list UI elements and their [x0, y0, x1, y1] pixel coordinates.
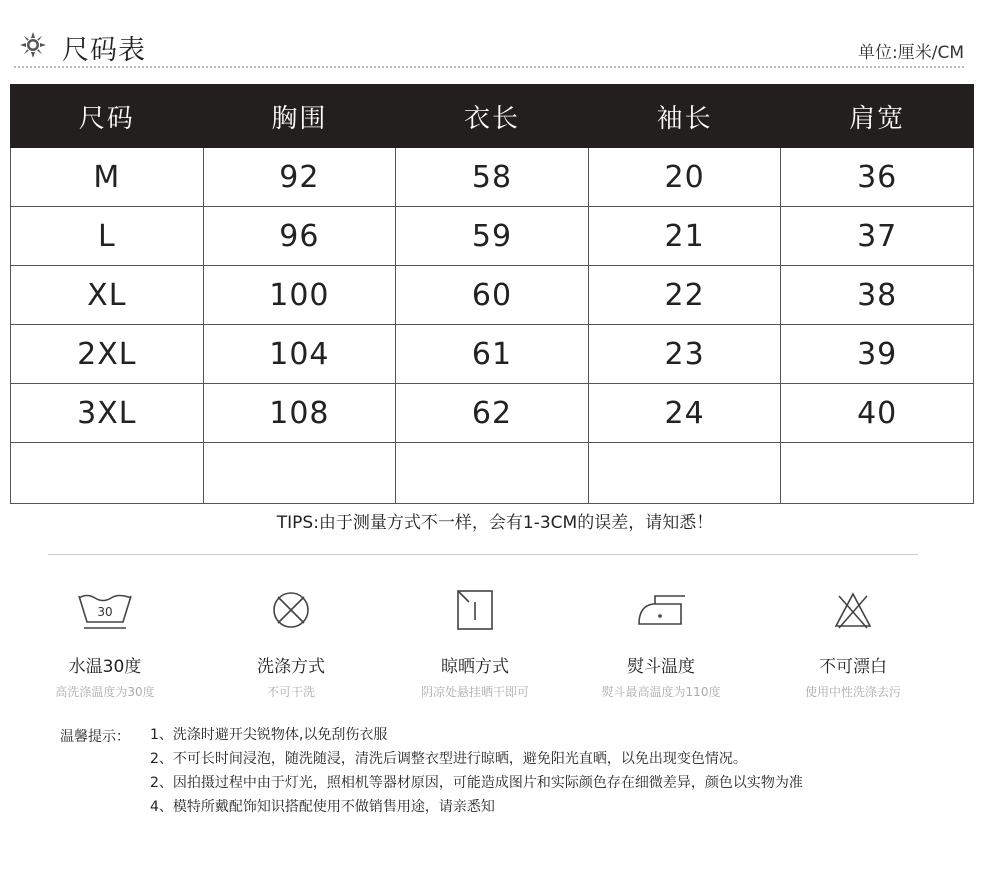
table-cell: 38 — [781, 266, 974, 325]
care-name: 不可漂白 — [819, 657, 887, 677]
column-header-chest: 胸围 — [203, 85, 396, 148]
table-cell: 36 — [781, 148, 974, 207]
table-cell: 40 — [781, 384, 974, 443]
column-header-sleeve: 袖长 — [588, 85, 781, 148]
table-cell: 3XL — [11, 384, 204, 443]
column-header-length: 衣长 — [396, 85, 589, 148]
table-cell: 59 — [396, 207, 589, 266]
care-name: 晾晒方式 — [441, 657, 509, 677]
table-cell: 92 — [203, 148, 396, 207]
table-cell: 24 — [588, 384, 781, 443]
notes-label: 温馨提示： — [60, 729, 130, 745]
table-cell: 39 — [781, 325, 974, 384]
table-cell: L — [11, 207, 204, 266]
divider — [48, 554, 918, 555]
table-cell — [203, 443, 396, 504]
care-sub: 不可干洗 — [266, 685, 315, 699]
note-item: 2、因拍摄过程中由于灯光，照相机等器材原因，可能造成图片和实际颜色存在细微差异，颜色以实物为准 — [150, 775, 803, 791]
note-item: 1、洗涤时避开尖锐物体,以免刮伤衣服 — [150, 727, 388, 743]
header — [14, 28, 964, 68]
table-cell: 21 — [588, 207, 781, 266]
column-header-shoulder: 肩宽 — [781, 85, 974, 148]
table-cell: 22 — [588, 266, 781, 325]
care-sub: 高洗涤温度为30度 — [55, 685, 155, 699]
column-header-size: 尺码 — [11, 85, 204, 148]
table-cell: 2XL — [11, 325, 204, 384]
size-table — [10, 84, 974, 504]
page-title: 尺码表 — [62, 35, 146, 66]
table-cell — [588, 443, 781, 504]
no-bleach-icon — [831, 588, 875, 632]
table-cell: 23 — [588, 325, 781, 384]
table-cell: 37 — [781, 207, 974, 266]
iron-icon — [633, 588, 689, 632]
tips-text: TIPS:由于测量方式不一样，会有1-3CM的误差，请知悉！ — [276, 513, 714, 533]
table-row — [11, 207, 974, 266]
table-cell: 20 — [588, 148, 781, 207]
care-sub: 使用中性洗涤去污 — [804, 685, 901, 699]
table-cell — [781, 443, 974, 504]
table-row — [11, 266, 974, 325]
table-header-row — [11, 85, 974, 148]
table-row — [11, 148, 974, 207]
note-item: 2、不可长时间浸泡，随洗随浸，清洗后调整衣型进行晾晒，避免阳光直晒，以免出现变色情况。 — [150, 751, 747, 767]
table-cell: 108 — [203, 384, 396, 443]
unit-label: 单位:厘米/CM — [858, 43, 964, 63]
table-cell: 60 — [396, 266, 589, 325]
table-cell — [11, 443, 204, 504]
table-row — [11, 384, 974, 443]
wash-30-icon — [75, 588, 135, 632]
table-cell — [396, 443, 589, 504]
care-name: 熨斗温度 — [627, 657, 695, 677]
table-cell: M — [11, 148, 204, 207]
care-name: 洗涤方式 — [257, 657, 325, 677]
care-item-dry-clean — [196, 580, 386, 700]
table-row — [11, 325, 974, 384]
line-dry-shade-icon — [453, 586, 497, 634]
care-item-wash — [10, 580, 200, 700]
wash-temp-badge: 30 — [97, 605, 113, 619]
table-cell: 100 — [203, 266, 396, 325]
care-name: 水温30度 — [68, 657, 142, 677]
table-cell: XL — [11, 266, 204, 325]
care-sub: 熨斗最高温度为110度 — [601, 685, 721, 699]
table-row-empty — [11, 443, 974, 504]
table-cell: 96 — [203, 207, 396, 266]
dotted-divider — [14, 66, 964, 68]
care-item-bleach — [758, 580, 948, 700]
note-item: 4、模特所戴配饰知识搭配使用不做销售用途，请亲悉知 — [150, 799, 495, 815]
care-item-drying — [380, 580, 570, 700]
table-cell: 104 — [203, 325, 396, 384]
notes-list — [150, 726, 803, 822]
no-tumble-dry-icon — [269, 588, 313, 632]
table-cell: 62 — [396, 384, 589, 443]
table-cell: 58 — [396, 148, 589, 207]
care-sub: 阴凉处悬挂晒干即可 — [420, 685, 529, 699]
sun-icon — [20, 32, 46, 58]
care-item-ironing — [566, 580, 756, 700]
table-cell: 61 — [396, 325, 589, 384]
